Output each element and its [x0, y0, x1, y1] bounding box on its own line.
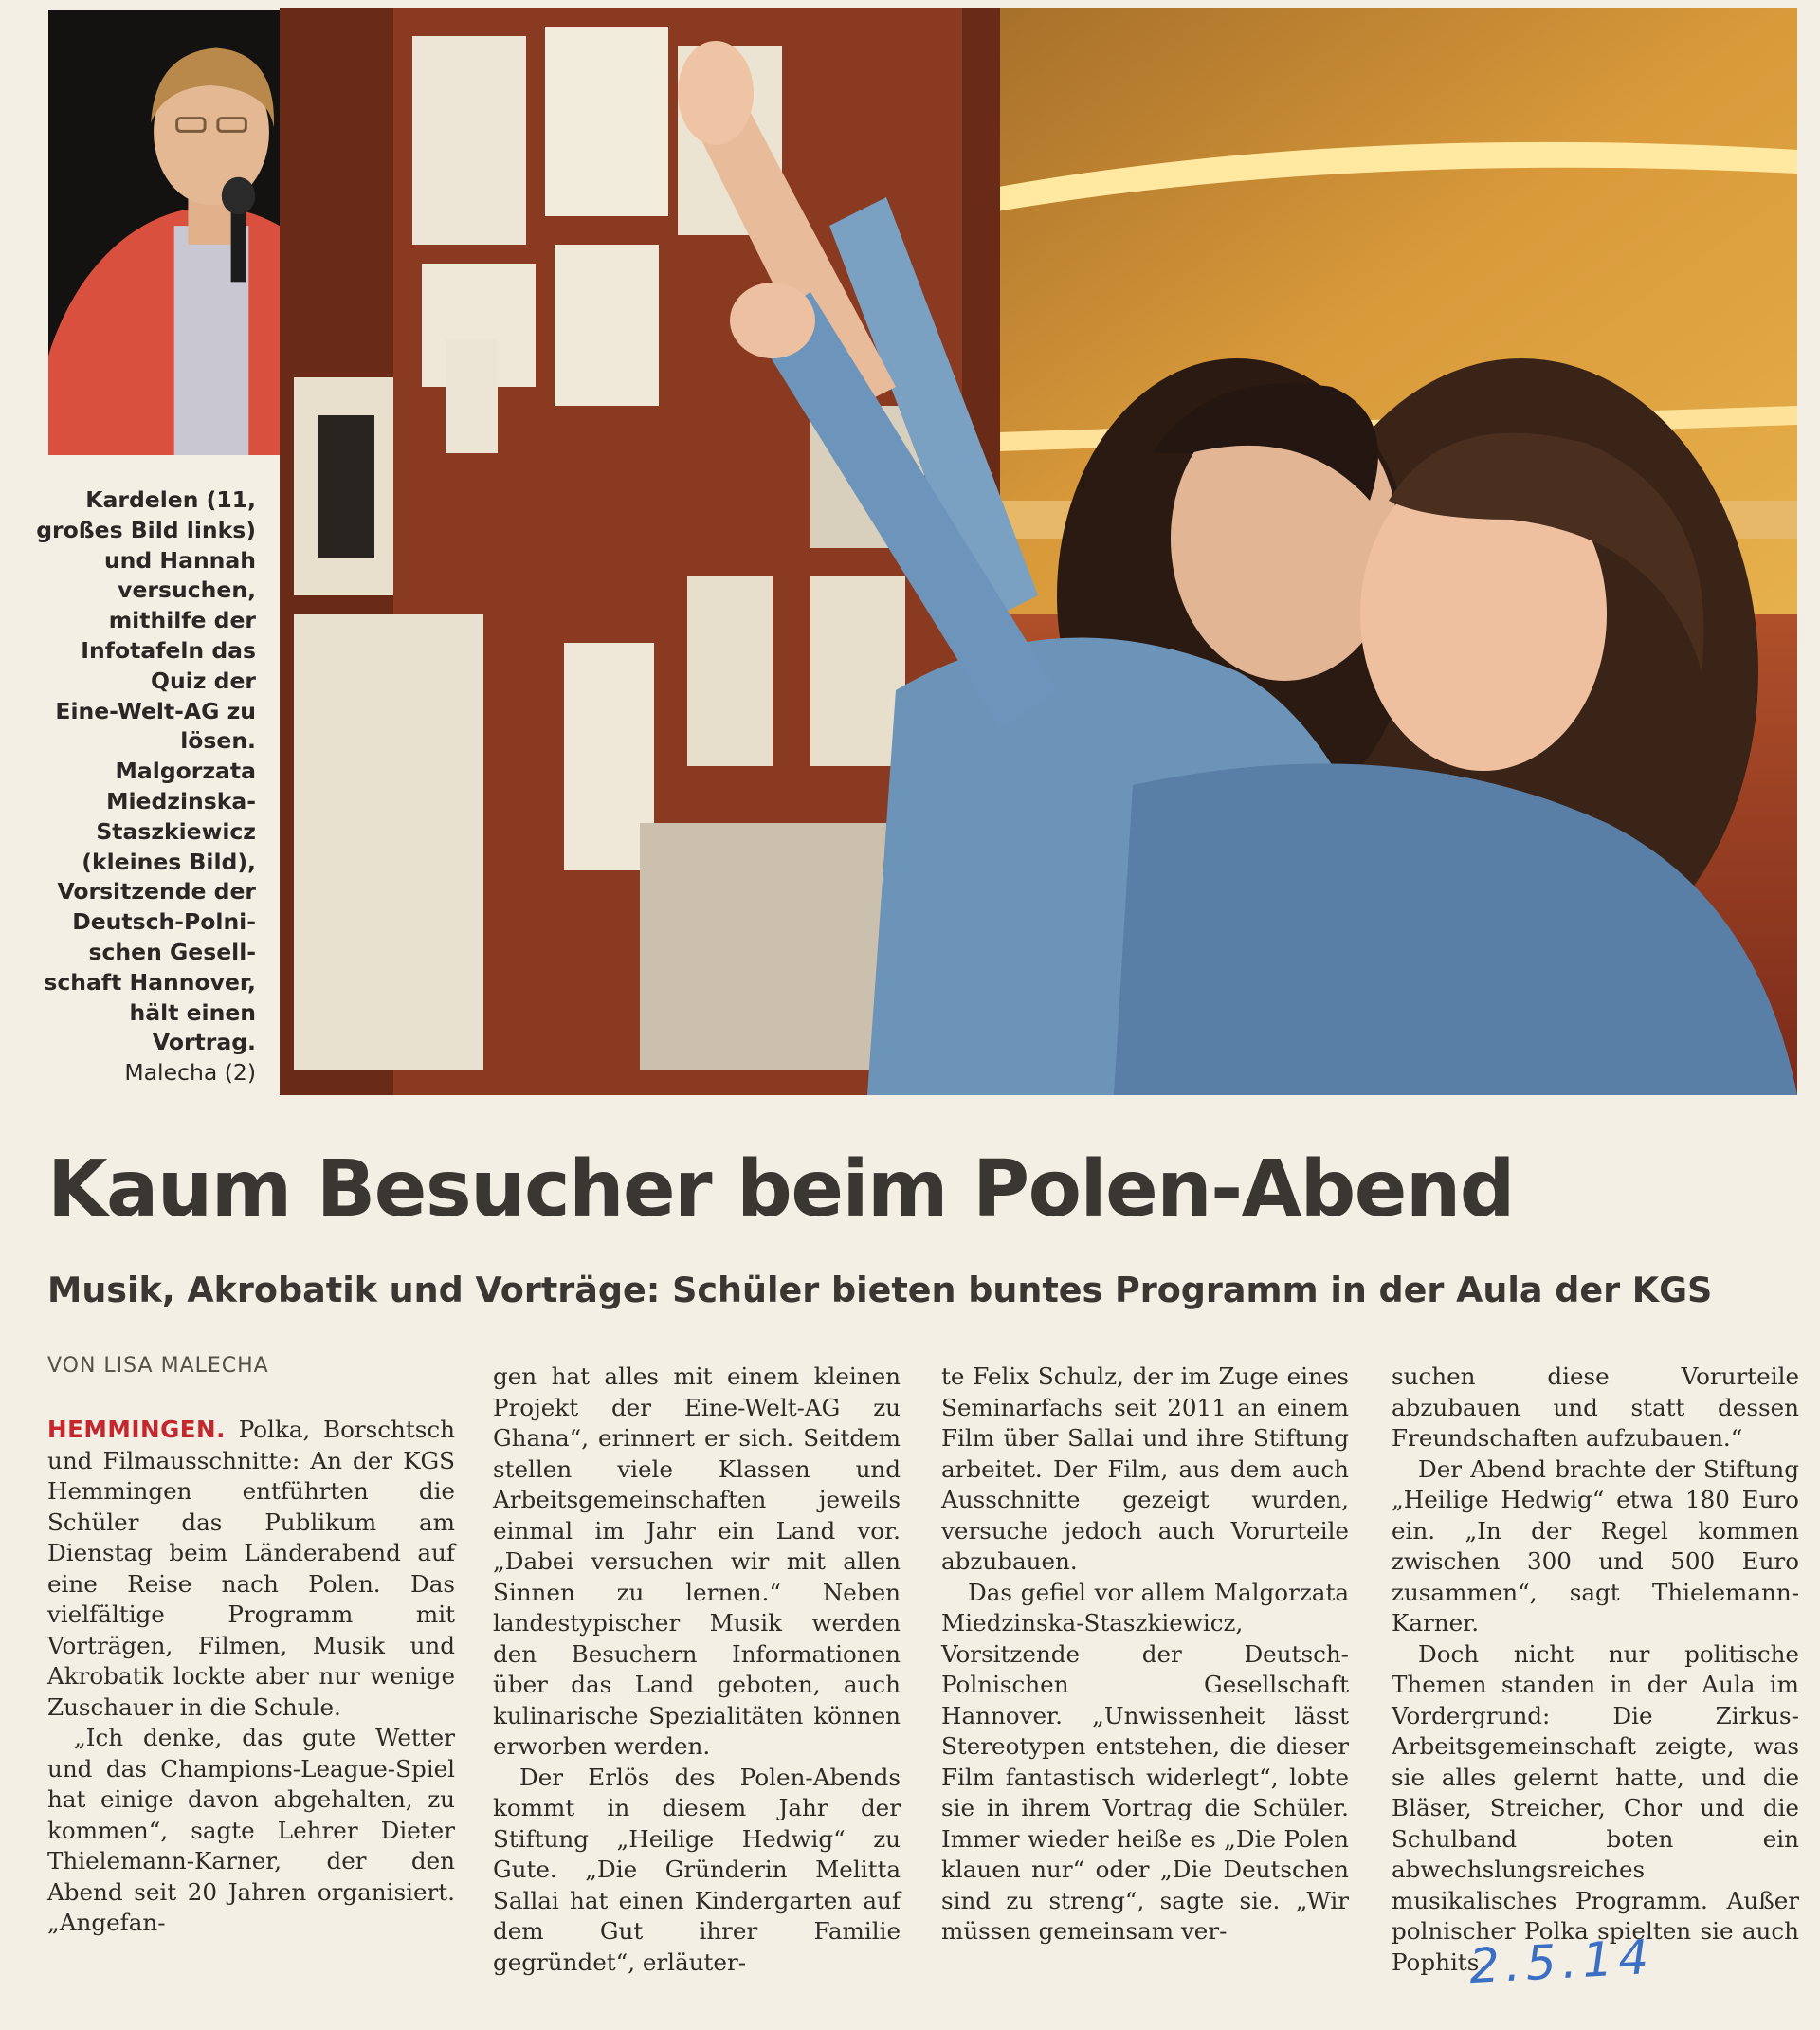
caption-line: hält einen: [129, 998, 256, 1026]
dateline: HEMMINGEN.: [47, 1416, 226, 1443]
article-paragraph: Der Abend brachte der Stiftung „Heilige Hedwig“ etwa 180 Euro ein. „In der Regel kommen zwischen 300 und 500 Euro zusammen“, sagt Thielemann-Karner.: [1392, 1454, 1799, 1637]
article-subheadline: Musik, Akrobatik und Vorträge: Schüler bieten buntes Programm in der Aula der KGS: [47, 1270, 1713, 1310]
article-paragraph: gen hat alles mit einem kleinen Projekt der Eine-Welt-AG zu Ghana“, erinnert er sich. Seitdem stellen viele Klassen und Arbeitsgemeinschaften jeweils einmal im Jahr ein Land vor. „Dabei versuchen wir mit allen Sinnen zu lernen.“ Neben landestypischer Musik werden den Besuchern Informationen über das Land geboten, auch kulinarische Spezialitäten können erworben werden.: [493, 1362, 901, 1760]
caption-line: mithilfe der: [108, 607, 256, 634]
caption-line: Quiz der: [151, 667, 256, 694]
article-column-1: [47, 1415, 455, 1939]
caption-line: Vorsitzende der: [57, 878, 256, 905]
article-column-3: [941, 1362, 1349, 1948]
caption-line: großes Bild links): [36, 516, 256, 543]
caption-line: Infotafeln das: [81, 636, 256, 664]
caption-line: Malgorzata: [115, 758, 256, 785]
article-paragraph: „Ich denke, das gute Wetter und das Champions-League-Spiel hat einige davon abgehalten, zu kommen“, sagte Lehrer Dieter Thielemann-Karner, der den Abend seit 20 Jahren organisiert. „Angefan-: [47, 1724, 455, 1936]
article-column-2: [493, 1362, 901, 1978]
handwritten-date: 2.5.14: [1467, 1929, 1656, 1995]
caption-line: lösen.: [180, 727, 256, 755]
article-paragraph: te Felix Schulz, der im Zuge eines Seminarfachs seit 2011 an einem Film über Sallai und ihre Stiftung arbeitet. Der Film, aus dem auch Ausschnitte gezeigt wurden, versuche jedoch auch Vorurteile abzubauen.: [941, 1362, 1349, 1575]
article-paragraph: [47, 1415, 455, 1723]
article-byline: VON LISA MALECHA: [47, 1354, 269, 1378]
article-paragraph: suchen diese Vorurteile abzubauen und statt dessen Freundschaften aufzubauen.“: [1392, 1362, 1799, 1452]
caption-line: Deutsch-Polni-: [72, 908, 256, 936]
caption-line: Miedzinska-: [106, 787, 256, 814]
article-column-4: [1392, 1362, 1799, 1978]
caption-line: und Hannah: [103, 546, 256, 574]
article-headline: Kaum Besucher beim Polen-Abend: [47, 1144, 1514, 1234]
article-paragraph: Das gefiel vor allem Malgorzata Miedzinska-Staszkiewicz, Vorsitzende der Deutsch-Polnischen Gesellschaft Hannover. „Unwissenheit lässt Stereotypen entstehen, die dieser Film fantastisch widerlegt“, lobte sie in ihrem Vortrag die Schüler. Immer wieder heiße es „Die Polen klauen nur“ oder „Die Deutschen sind zu streng“, sagte sie. „Wir müssen gemeinsam ver-: [941, 1578, 1349, 1945]
caption-line: (kleines Bild),: [82, 848, 256, 875]
caption-line: Eine-Welt-AG zu: [55, 697, 256, 724]
caption-line: schen Gesell-: [88, 938, 256, 965]
caption-line: Staszkiewicz: [96, 817, 256, 845]
caption-line: schaft Hannover,: [44, 968, 256, 996]
photo-credit: Malecha (2): [124, 1059, 256, 1087]
caption-line: Kardelen (11,: [85, 486, 256, 513]
article-paragraph: Doch nicht nur politische Themen standen in der Aula im Vordergrund: Die Zirkus-Arbeitsgemeinschaft zeigte, was sie alles gelernt hatte, und die Bläser, Streicher, Chor und die Schulband boten ein abwechslungsreiches musikalisches Programm. Außer polnischer Polka spielten sie auch Pophits.: [1392, 1639, 1799, 1976]
main-photo-girls-at-infoboards: [280, 8, 1797, 1095]
article-paragraph: Der Erlös des Polen-Abends kommt in diesem Jahr der Stiftung „Heilige Hedwig“ zu Gute. „Die Gründerin Melitta Sallai hat einen Kindergarten auf dem Gut ihrer Familie gegründet“, erläuter-: [493, 1763, 901, 1976]
photo-caption: [0, 485, 256, 1088]
caption-line: Vortrag.: [152, 1029, 256, 1056]
paragraph-text: Polka, Borschtsch und Filmausschnitte: An der KGS Hemmingen entführten die Schüler das Publikum am Dienstag beim Länderabend auf eine Reise nach Polen. Das vielfältige Programm mit Vorträgen, Filmen, Musik und Akrobatik lockte aber nur wenige Zuschauer in die Schule.: [47, 1416, 455, 1721]
caption-line: versuchen,: [118, 576, 256, 604]
